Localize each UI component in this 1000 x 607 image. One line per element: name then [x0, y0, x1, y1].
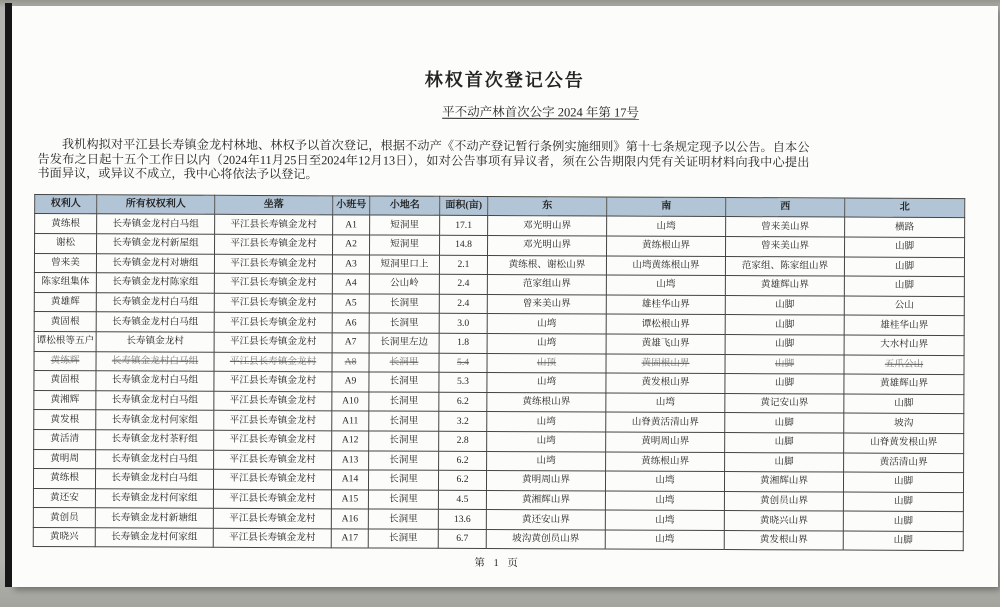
table-cell: 长寿镇金龙村	[96, 332, 214, 352]
table-cell: A8	[332, 352, 369, 372]
table-cell: 山脚	[725, 295, 844, 315]
table-cell: 长寿镇金龙村新塘组	[95, 508, 213, 528]
table-cell: 山塆	[487, 412, 606, 432]
table-cell: 山脊黄活清山界	[606, 412, 725, 432]
column-header: 面积(亩)	[440, 196, 488, 216]
table-cell: 17.1	[440, 216, 488, 236]
table-cell: 6.2	[439, 451, 487, 471]
table-cell: 黄晓兴山界	[724, 511, 843, 531]
table-cell: 长寿镇金龙村白马组	[96, 371, 214, 391]
table-cell: 黄雄辉山界	[725, 276, 844, 296]
table-cell: 长寿镇金龙村白马组	[96, 391, 214, 411]
table-cell: 山脚	[725, 354, 844, 374]
table-cell: 黄活清山界	[844, 453, 964, 473]
table-cell: 长洞里	[369, 411, 439, 431]
table-cell: 平江县长寿镇金龙村	[214, 293, 332, 313]
table-cell: 雄桂华山界	[606, 295, 725, 315]
table-cell: 山塆	[487, 431, 606, 451]
table-cell: 长寿镇金龙村何家组	[95, 488, 213, 508]
table-cell: 山脚	[844, 257, 964, 277]
table-cell: 长洞里	[369, 353, 439, 373]
table-cell: 五爪公山	[844, 355, 964, 375]
table-cell: 黄练根、谢松山界	[487, 255, 606, 275]
table-cell: 长寿镇金龙村白马组	[97, 214, 215, 234]
table-cell: 长寿镇金龙村白马组	[96, 293, 214, 313]
table-cell: 山塆	[487, 451, 606, 471]
table-cell: 平江县长寿镇金龙村	[213, 489, 331, 509]
table-cell: 山脚	[843, 472, 963, 492]
table-cell: 平江县长寿镇金龙村	[214, 411, 332, 431]
table-cell: 黄记安山界	[725, 393, 844, 413]
table-cell: 长洞里	[368, 509, 438, 529]
table-cell: 黄雄飞山界	[606, 334, 725, 354]
table-cell: 黄发根	[34, 410, 96, 430]
table-cell: A15	[331, 489, 368, 509]
table-cell: 山脚	[844, 276, 964, 296]
table-cell: 山脚	[843, 492, 963, 512]
table-cell: 平江县长寿镇金龙村	[214, 371, 332, 391]
table-cell: 长寿镇金龙村白马组	[96, 351, 214, 371]
table-cell: 范家组、陈家组山界	[725, 256, 844, 276]
column-header: 所有权权利人	[97, 195, 215, 215]
table-cell: 黄湘辉	[34, 390, 96, 410]
table-cell: 黄固根	[34, 371, 96, 391]
table-cell: 陈家组集体	[34, 273, 96, 293]
table-cell: 山脚	[843, 531, 963, 551]
table-cell: 谭松根山界	[606, 314, 725, 334]
document-page	[12, 6, 998, 587]
table-cell: 山脚	[725, 374, 844, 394]
table-cell: 山塆	[606, 393, 725, 413]
table-cell: 谭松根等五户	[34, 331, 96, 351]
table-cell: 山塆	[605, 530, 724, 550]
table-cell: 长洞里	[368, 490, 438, 510]
table-cell: 范家组山界	[487, 275, 606, 295]
table-cell: 2.4	[439, 294, 487, 314]
table-cell: 14.8	[440, 235, 488, 255]
table-cell: 5.3	[439, 372, 487, 392]
table-cell: 6.2	[439, 392, 487, 412]
table-cell: 公山	[844, 296, 964, 316]
table-cell: 平江县长寿镇金龙村	[214, 254, 332, 274]
column-header: 南	[607, 197, 726, 217]
table-cell: 长洞里	[369, 392, 439, 412]
table-cell: 平江县长寿镇金龙村	[214, 450, 332, 470]
table-cell: A17	[331, 529, 368, 549]
table-cell: 山脊黄发根山界	[844, 433, 964, 453]
table-cell: 长寿镇金龙村白马组	[95, 469, 213, 489]
table-cell: A3	[332, 254, 369, 274]
table-cell: 平江县长寿镇金龙村	[215, 215, 333, 235]
column-header: 权利人	[35, 194, 97, 214]
table-cell: 山脚	[845, 237, 965, 257]
table-cell: 平江县长寿镇金龙村	[214, 313, 332, 333]
table-cell: 坡沟黄创员山界	[486, 529, 605, 549]
page-number: 第 1 页	[474, 558, 521, 570]
table-cell: 3.0	[439, 314, 487, 334]
table-cell: 山塆黄练根山界	[606, 256, 725, 276]
table-cell: 2.8	[439, 431, 487, 451]
table-cell: 山脚	[843, 511, 963, 531]
table-cell: 长洞里	[368, 470, 438, 490]
table-cell: 坡沟	[844, 413, 964, 433]
document-content	[10, 6, 999, 591]
table-cell: 长寿镇金龙村白马组	[96, 312, 214, 332]
table-cell: A10	[332, 392, 369, 412]
table-cell: 山塆	[487, 333, 606, 353]
table-cell: 雄桂华山界	[844, 315, 964, 335]
table-cell: 山塆	[487, 373, 606, 393]
table-cell: 山塆	[605, 471, 724, 491]
table-cell: 黄雄辉	[34, 292, 96, 312]
table-cell: 谢松	[35, 233, 97, 253]
table-cell: 曾来美	[34, 253, 96, 273]
table-cell: 6.2	[438, 470, 486, 490]
table-cell: 邓光明山界	[488, 216, 607, 236]
table-cell: 黄活清	[34, 429, 96, 449]
table-cell: 邓光明山界	[488, 235, 607, 255]
table-cell: 公山岭	[369, 274, 439, 294]
table-cell: 长寿镇金龙村新屋组	[97, 234, 215, 254]
table-cell: 黄湘辉山界	[724, 472, 843, 492]
table-cell: 黄固根	[34, 312, 96, 332]
table-cell: 黄练根山界	[606, 452, 725, 472]
table-cell: 长寿镇金龙村何家组	[96, 410, 214, 430]
table-cell: 5.4	[439, 353, 487, 373]
table-cell: 平江县长寿镇金龙村	[214, 391, 332, 411]
table-cell: 平江县长寿镇金龙村	[215, 234, 333, 254]
table-cell: 山塆	[607, 216, 726, 236]
page-title: 林权首次登记公告	[424, 69, 585, 91]
table-cell: A13	[332, 450, 369, 470]
table-cell: A14	[331, 470, 368, 490]
table-cell: 黄练根	[33, 469, 95, 489]
column-header: 北	[845, 198, 965, 218]
table-cell: 黄练根山界	[607, 236, 726, 256]
table-cell: 6.7	[438, 529, 486, 549]
table-cell: 黄练辉	[34, 351, 96, 371]
table-cell: 长洞里	[369, 294, 439, 314]
column-header: 小班号	[333, 196, 370, 216]
column-header: 坐落	[215, 195, 333, 215]
table-cell: A1	[333, 215, 370, 235]
registration-table	[33, 194, 966, 552]
announcement-paragraph: 我机构拟对平江县长寿镇金龙村林地、林权予以首次登记，根据不动产《不动产登记暂行条例实施细则》第十七条规定现予以公告。自本公告发布之日起十五个工作日以内（2024年11月25日至2024年12月13日），如对公告事项有异议者，须在公告期限内凭有关证明材料向我中心提出书面异议，或异议不成立，我中心将依法予以登记。	[37, 137, 810, 182]
table-cell: 长寿镇金龙村何家组	[95, 528, 213, 548]
table-cell: 3.2	[439, 412, 487, 432]
table-cell: A12	[332, 431, 369, 451]
table-cell: A9	[332, 372, 369, 392]
table-cell: A2	[333, 235, 370, 255]
table-cell: 黄湘辉山界	[486, 490, 605, 510]
table-cell: 横路	[845, 217, 965, 237]
table-cell: 4.5	[438, 490, 486, 510]
table-cell: 曾来美山界	[726, 217, 845, 237]
table-cell: 长寿镇金龙村茶籽组	[96, 430, 214, 450]
table-cell: 长洞里	[369, 450, 439, 470]
table-cell: 短洞里	[370, 215, 440, 235]
table-cell: 山塆	[605, 510, 724, 530]
table-cell: 长寿镇金龙村陈家组	[96, 273, 214, 293]
table-cell: 黄创员山界	[724, 491, 843, 511]
table-cell: A4	[332, 274, 369, 294]
table-cell: 山脚	[844, 394, 964, 414]
table-cell: 平江县长寿镇金龙村	[213, 509, 331, 529]
table-cell: 山脚	[725, 413, 844, 433]
table-cell: 黄雄辉山界	[844, 374, 964, 394]
table-cell: 山塆	[487, 314, 606, 334]
table-cell: A5	[332, 294, 369, 314]
table-cell: 2.4	[439, 274, 487, 294]
table-cell: 长洞里	[369, 372, 439, 392]
table-row	[33, 527, 963, 551]
table-cell: 山塆	[606, 275, 725, 295]
table-cell: 黄练根	[35, 214, 97, 234]
table-cell: 黄练根山界	[487, 392, 606, 412]
table-cell: 山脚	[725, 452, 844, 472]
table-cell: 平江县长寿镇金龙村	[213, 528, 331, 548]
table-cell: 长洞里	[369, 313, 439, 333]
column-header: 东	[488, 196, 607, 216]
table-cell: A7	[332, 333, 369, 353]
table-body	[33, 214, 964, 551]
table-cell: 黄还安	[33, 488, 95, 508]
table-cell: 山脚	[725, 334, 844, 354]
table-cell: 长寿镇金龙村对塘组	[96, 253, 214, 273]
document-number-row	[12, 100, 998, 122]
table-cell: 平江县长寿镇金龙村	[214, 273, 332, 293]
table-cell: 山脚	[725, 315, 844, 335]
table-cell: A6	[332, 313, 369, 333]
table-cell: 黄发根山界	[606, 373, 725, 393]
table-cell: 山塆	[605, 491, 724, 511]
table-cell: 黄创员	[33, 508, 95, 528]
column-header: 小地名	[370, 196, 440, 216]
table-cell: 黄晓兴	[33, 527, 95, 547]
table-cell: 长洞里左边	[369, 333, 439, 353]
table-cell: 曾来美山界	[726, 236, 845, 256]
table-cell: 13.6	[438, 510, 486, 530]
table-cell: 2.1	[439, 255, 487, 275]
table-cell: 长洞里	[368, 529, 438, 549]
table-cell: 平江县长寿镇金龙村	[214, 430, 332, 450]
table-cell: 黄发根山界	[724, 530, 843, 550]
table-cell: 黄明周	[34, 449, 96, 469]
table-cell: 山脚	[725, 432, 844, 452]
table-cell: 曾来美山界	[487, 294, 606, 314]
table-cell: 黄还安山界	[486, 510, 605, 530]
table-cell: 1.8	[439, 333, 487, 353]
table-cell: 黄明周山界	[606, 432, 725, 452]
table-cell: 平江县长寿镇金龙村	[213, 469, 331, 489]
table-cell: 黄明周山界	[486, 471, 605, 491]
table-cell: 长寿镇金龙村白马组	[96, 449, 214, 469]
table-cell: 平江县长寿镇金龙村	[214, 332, 332, 352]
document-number: 平不动产林首次公字 2024 年第 17号	[442, 104, 640, 120]
table-cell: 短洞里口上	[369, 255, 439, 275]
table-cell: 大水村山界	[844, 335, 964, 355]
table-cell: 短洞里	[370, 235, 440, 255]
table-cell: A11	[332, 411, 369, 431]
table-cell: 山顶	[487, 353, 606, 373]
table-cell: 平江县长寿镇金龙村	[214, 352, 332, 372]
table-cell: 长洞里	[369, 431, 439, 451]
table-cell: A16	[331, 509, 368, 529]
column-header: 西	[726, 197, 845, 217]
table-cell: 黄固根山界	[606, 354, 725, 374]
